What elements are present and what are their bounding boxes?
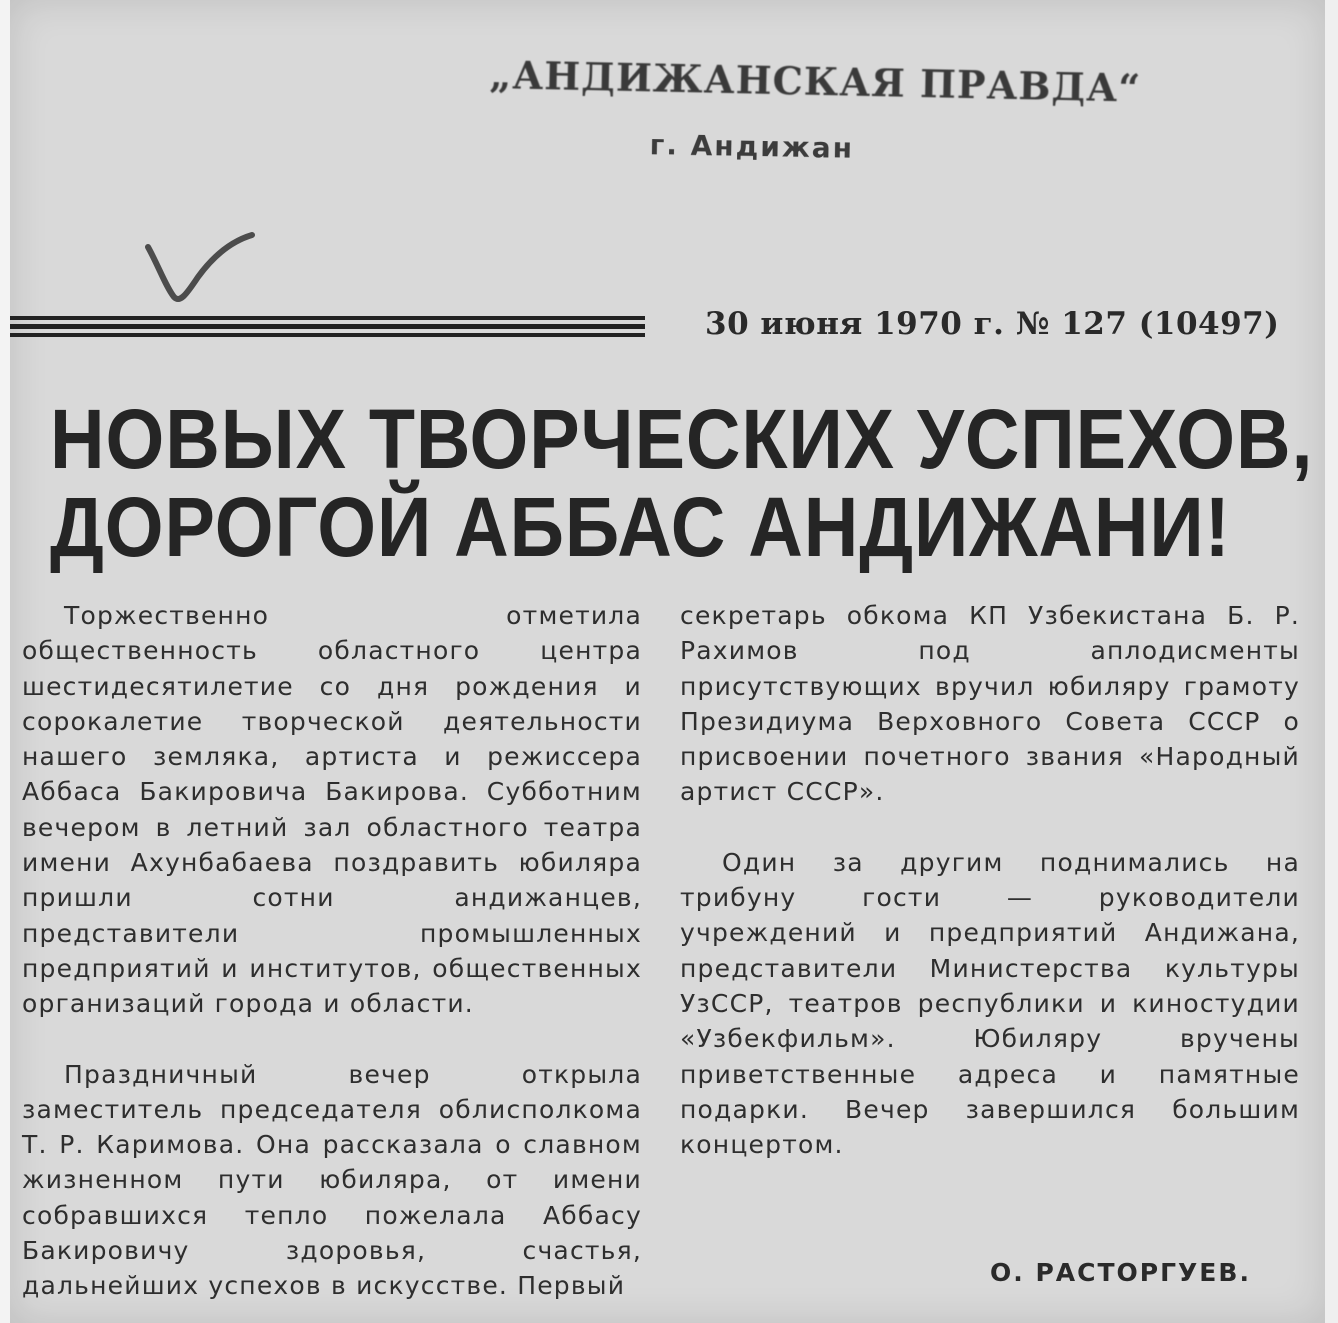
article-column-left [22, 598, 642, 1304]
header-rule-line [10, 316, 645, 320]
header-rule-line [10, 333, 645, 337]
newspaper-clipping [10, 0, 1325, 1323]
article-paragraph: Праздничный вечер открыла заместитель председателя облисполкома Т. Р. Каримова. Она рассказала о славном жизненном пути юбиляра, от имени собравшихся тепло пожелала Аббасу Бакировичу здоровья, счастья, дальнейших успехов в искусстве. Первый [22, 1059, 642, 1301]
paper-edge-right [1325, 0, 1338, 1323]
headline-line-1: НОВЫХ ТВОРЧЕСКИХ УСПЕХОВ, [50, 392, 1314, 486]
paper-edge-left [0, 0, 10, 1323]
article-paragraph: Торжественно отметила общественность областного центра шестидесятилетие со дня рождения и сорокалетие творческой деятельности нашего земляка, артиста и режиссера Аббаса Бакировича Бакирова. Субботним вечером в летний зал областного театра имени Ахунбабаева поздравить юбиляра пришли сотни андижанцев, представители промышленных предприятий и институтов, общественных организаций города и области. [22, 601, 642, 1019]
header-rule-line [10, 324, 645, 329]
headline-line-2: ДОРОГОЙ АББАС АНДИЖАНИ! [50, 480, 1231, 574]
article-paragraph-continuation: секретарь обкома КП Узбекистана Б. Р. Рахимов под аплодисменты присутствующих вручил юбиляру грамоту Президиума Верховного Совета СССР о присвоении почетного звания «Народный артист СССР». [680, 601, 1300, 807]
issue-date-number: 30 июня 1970 г. № 127 (10497) [705, 306, 1280, 342]
header-rule [10, 312, 645, 342]
newspaper-name-stamp: „АНДИЖАНСКАЯ ПРАВДА“ [489, 52, 1142, 111]
article-headline [50, 392, 1314, 574]
article-paragraph: Один за другим поднимались на трибуну гости — руководители учреждений и предприятий Андижана, представители Министерства культуры УзССР, театров республики и киностудии «Узбекфильм». Юбиляру вручены приветственные адреса и памятные подарки. Вечер завершился большим концертом. [680, 847, 1300, 1160]
newspaper-city-stamp: г. Андижан [649, 128, 855, 165]
article-author-signature: О. РАСТОРГУЕВ. [990, 1258, 1251, 1287]
article-column-right [680, 598, 1300, 1162]
handwritten-check-mark [140, 225, 270, 315]
